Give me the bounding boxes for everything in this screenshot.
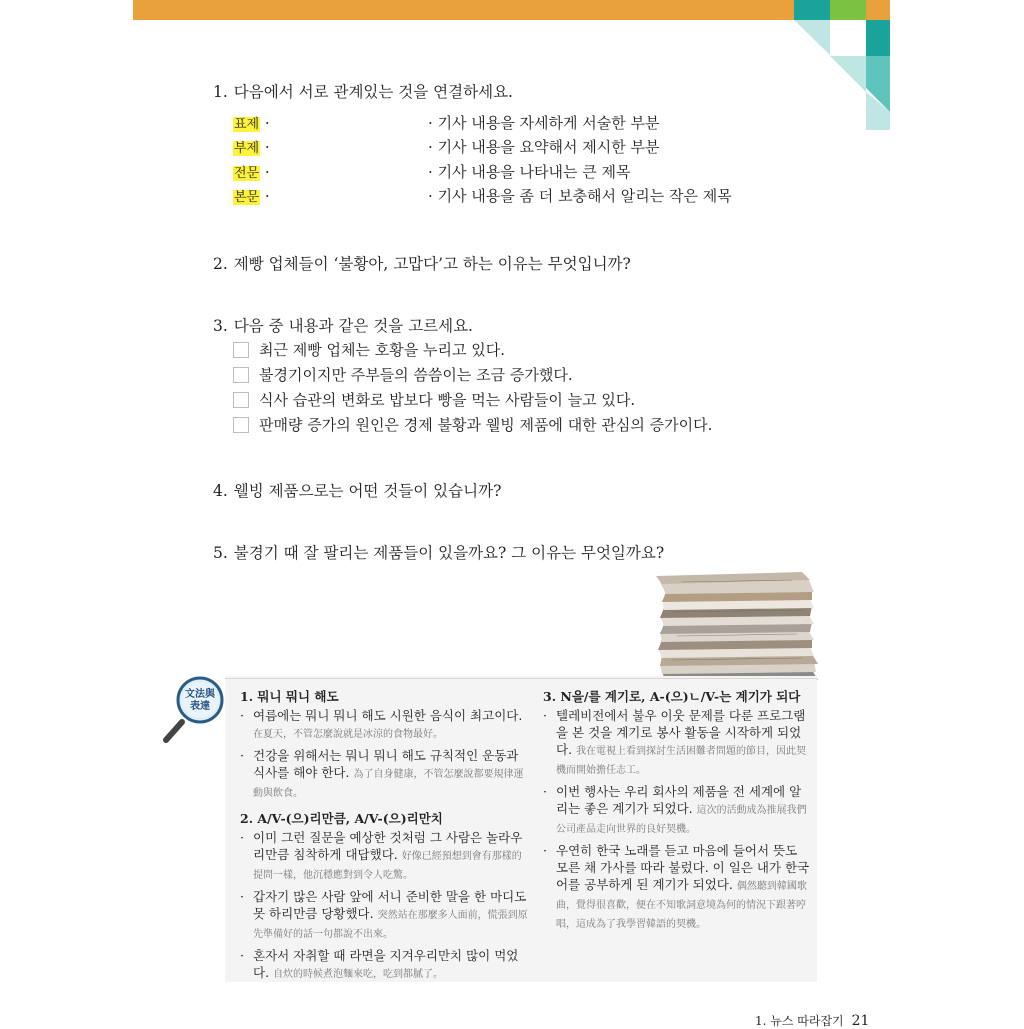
question-1 bbox=[213, 80, 513, 102]
question-2: 2. 제빵 업체들이 ‘불황아, 고맙다’고 하는 이유는 무엇입니까? bbox=[213, 255, 631, 273]
match-right-item[interactable]: · 기사 내용을 요약해서 제시한 부분 bbox=[428, 138, 660, 156]
match-right-item[interactable]: · 기사 내용을 좀 더 보충해서 알리는 작은 제목 bbox=[428, 187, 732, 205]
question-text: 다음에서 서로 관계있는 것을 연결하세요. bbox=[233, 83, 513, 101]
question-4: 4. 웰빙 제품으로는 어떤 것들이 있습니까? bbox=[213, 482, 502, 500]
grammar-title: 2. A/V-(으)리만큼, A/V-(으)리만치 bbox=[240, 811, 443, 826]
page-number: 21 bbox=[851, 1013, 870, 1029]
checkbox[interactable] bbox=[233, 417, 249, 433]
example-item: · 텔레비전에서 불우 이웃 문제를 다룬 프로그램을 본 것을 계기로 봉사 활동을 시작하게 되었다. 我在電視上看到探討生活困難者問題的節目，因此契機而開始擔任志工。 bbox=[543, 708, 807, 776]
grammar-left-column bbox=[240, 688, 530, 987]
grammar-title: 3. N을/를 계기로, A-(으)ㄴ/V-는 계기가 되다 bbox=[543, 689, 801, 704]
corner-decoration bbox=[794, 0, 890, 130]
example-item: · 여름에는 뭐니 뭐니 해도 시원한 음식이 최고이다. 在夏天，不管怎麼說就是冰涼的食物最好。 bbox=[240, 708, 523, 740]
grammar-box-divider bbox=[225, 678, 817, 679]
question-5: 5. 불경기 때 잘 팔리는 제품들이 있을까요? 그 이유는 무엇일까요? bbox=[213, 544, 665, 562]
example-item: · 이미 그런 질문을 예상한 것처럼 그 사람은 놀라우리만큼 침착하게 대답했다. 好像已經預想到會有那樣的提問一樣，他沉穩應對到令人吃驚。 bbox=[240, 830, 523, 881]
question-number: 1. bbox=[213, 83, 228, 101]
match-left-item[interactable]: 부제 · bbox=[234, 138, 270, 156]
match-left-item[interactable]: 본문 · bbox=[234, 187, 270, 205]
grammar-title: 1. 뭐니 뭐니 해도 bbox=[240, 689, 339, 704]
match-left-item[interactable]: 전문 · bbox=[234, 163, 270, 181]
example-item: · 혼자서 자취할 때 라면을 지겨우리만치 많이 먹었다. 自炊的時候煮泡麵來吃，吃到都膩了。 bbox=[240, 948, 519, 980]
question-text: 다음 중 내용과 같은 것을 고르세요. bbox=[233, 317, 473, 335]
badge-line-2: 表達 bbox=[190, 701, 210, 712]
top-accent-bar bbox=[133, 0, 795, 20]
newspaper-stack-image bbox=[652, 572, 822, 684]
grammar-right-column bbox=[543, 688, 811, 937]
question-text: 제빵 업체들이 ‘불황아, 고맙다’고 하는 이유는 무엇입니까? bbox=[233, 255, 631, 273]
question-text: 불경기 때 잘 팔리는 제품들이 있을까요? 그 이유는 무엇일까요? bbox=[233, 544, 665, 562]
question-3: 3. 다음 중 내용과 같은 것을 고르세요. bbox=[213, 317, 473, 335]
checkbox[interactable] bbox=[233, 342, 249, 358]
match-right-item[interactable]: · 기사 내용을 자세하게 서술한 부분 bbox=[428, 114, 660, 132]
magnifier-icon bbox=[160, 676, 230, 746]
answer-option[interactable]: 최근 제빵 업체는 호황을 누리고 있다. bbox=[233, 339, 505, 360]
answer-option[interactable]: 불경기이지만 주부들의 씀씀이는 조금 증가했다. bbox=[233, 364, 573, 385]
example-item: · 갑자기 많은 사람 앞에 서니 준비한 말을 한 마디도 못 하리만큼 당황했다. 突然站在那麼多人面前，慌張到原先準備好的話一句都說不出來。 bbox=[240, 889, 528, 940]
match-right-item[interactable]: · 기사 내용을 나타내는 큰 제목 bbox=[428, 163, 631, 181]
badge-line-1: 文法與 bbox=[185, 689, 215, 700]
chapter-title: 1. 뉴스 따라잡기 bbox=[755, 1014, 844, 1028]
match-left-item[interactable]: 표제 · bbox=[234, 114, 270, 132]
example-item: · 건강을 위해서는 뭐니 뭐니 해도 규칙적인 운동과 식사를 해야 한다. 為了自身健康，不管怎麼說都要規律運動與飲食。 bbox=[240, 748, 524, 799]
answer-option[interactable]: 식사 습관의 변화로 밥보다 빵을 먹는 사람들이 늘고 있다. bbox=[233, 389, 635, 410]
page-footer bbox=[755, 1012, 869, 1029]
example-item: · 우연히 한국 노래를 듣고 마음에 들어서 뜻도 모른 채 가사를 따라 불렀다. 이 일은 내가 한국어를 공부하게 된 계기가 되었다. 偶然聽到韓國歌曲，覺得很喜歡，便在不知歌詞意境為何的情況下跟著哼唱，這成為了我學習韓語的契機。 bbox=[543, 843, 810, 930]
checkbox[interactable] bbox=[233, 392, 249, 408]
checkbox[interactable] bbox=[233, 367, 249, 383]
answer-option[interactable]: 판매량 증가의 원인은 경제 불황과 웰빙 제품에 대한 관심의 증가이다. bbox=[233, 414, 712, 435]
example-item: · 이번 행사는 우리 회사의 제품을 전 세계에 알리는 좋은 계기가 되었다. 這次的活動成為推展我們公司產品走向世界的良好契機。 bbox=[543, 784, 807, 835]
question-text: 웰빙 제품으로는 어떤 것들이 있습니까? bbox=[233, 482, 502, 500]
